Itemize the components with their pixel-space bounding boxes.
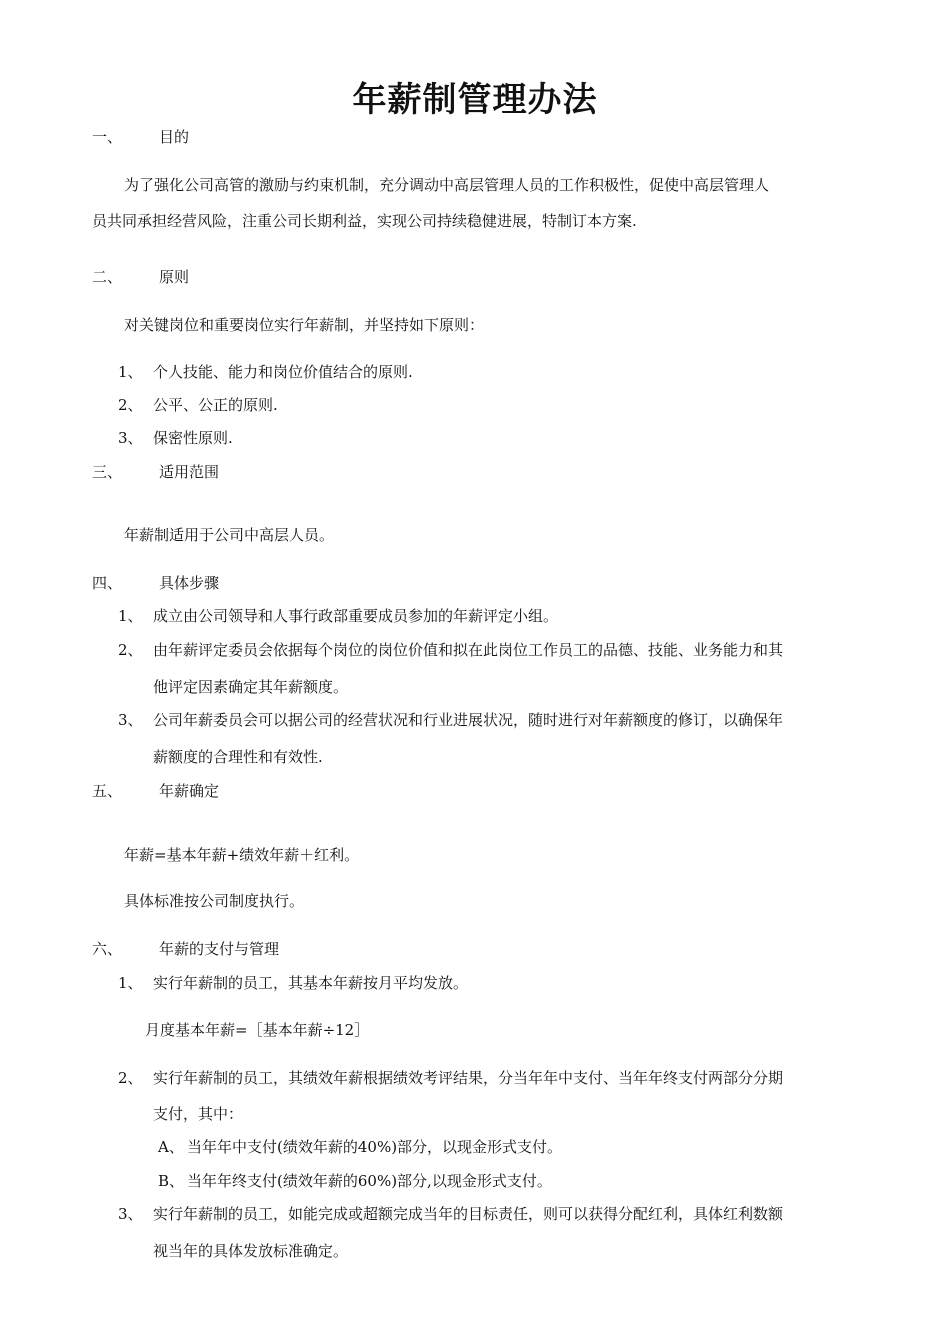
list-item-text: 实行年薪制的员工，如能完成或超额完成当年的目标责任，则可以获得分配红利，具体红利数额 <box>153 1205 784 1223</box>
section-6-heading: 年薪的支付与管理 <box>159 940 280 958</box>
list-item-text: 保密性原则. <box>153 429 233 447</box>
list-item-number: 1、 <box>118 363 143 381</box>
section-2-heading: 原则 <box>159 268 190 286</box>
list-item-text: 成立由公司领导和人事行政部重要成员参加的年薪评定小组。 <box>153 607 559 625</box>
section-2-number: 二、 <box>92 268 123 286</box>
list-item-text-continued: 支付，其中： <box>153 1105 244 1123</box>
list-item-text-continued: 视当年的具体发放标准确定。 <box>153 1242 349 1260</box>
section-4-heading: 具体步骤 <box>159 574 220 592</box>
list-item-text: 实行年薪制的员工，其基本年薪按月平均发放。 <box>153 974 469 992</box>
sub-item-text: 当年年中支付(绩效年薪的40%)部分，以现金形式支付。 <box>187 1138 563 1156</box>
section-4-number: 四、 <box>92 574 123 592</box>
section-1-paragraph-line-1: 为了强化公司高管的激励与约束机制，充分调动中高层管理人员的工作积极性，促使中高层管理人 <box>124 176 770 194</box>
list-item-text-continued: 他评定因素确定其年薪额度。 <box>153 678 349 696</box>
sub-item-text: 当年年终支付(绩效年薪的60%)部分,以现金形式支付。 <box>187 1172 552 1190</box>
section-3-number: 三、 <box>92 463 123 481</box>
list-item-text-continued: 薪额度的合理性和有效性. <box>153 748 323 766</box>
page-title: 年薪制管理办法 <box>352 80 598 120</box>
list-item-text: 公司年薪委员会可以据公司的经营状况和行业进展状况，随时进行对年薪额度的修订，以确保年 <box>153 711 784 729</box>
list-item-number: 2、 <box>118 396 143 414</box>
list-item-number: 2、 <box>118 641 143 659</box>
sub-item-letter: A、 <box>158 1138 184 1156</box>
list-item-number: 3、 <box>118 429 143 447</box>
section-1-heading: 目的 <box>159 128 190 146</box>
list-item-number: 3、 <box>118 1205 143 1223</box>
section-3-heading: 适用范围 <box>159 463 220 481</box>
section-3-paragraph: 年薪制适用于公司中高层人员。 <box>124 526 335 544</box>
section-2-intro: 对关键岗位和重要岗位实行年薪制，并坚持如下原则： <box>124 316 485 334</box>
monthly-salary-formula: 月度基本年薪=［基本年薪÷12］ <box>145 1021 370 1039</box>
sub-item-letter: B、 <box>158 1172 185 1190</box>
list-item-number: 2、 <box>118 1069 143 1087</box>
list-item-text: 公平、公正的原则. <box>153 396 278 414</box>
list-item-number: 1、 <box>118 974 143 992</box>
list-item-text: 个人技能、能力和岗位价值结合的原则. <box>153 363 413 381</box>
section-6-number: 六、 <box>92 940 123 958</box>
section-5-number: 五、 <box>92 782 123 800</box>
salary-formula: 年薪=基本年薪+绩效年薪＋红利。 <box>124 846 360 864</box>
list-item-number: 3、 <box>118 711 143 729</box>
section-5-heading: 年薪确定 <box>159 782 220 800</box>
list-item-text: 由年薪评定委员会依据每个岗位的岗位价值和拟在此岗位工作员工的品德、技能、业务能力和其 <box>153 641 784 659</box>
section-5-paragraph: 具体标准按公司制度执行。 <box>124 892 305 910</box>
list-item-text: 实行年薪制的员工，其绩效年薪根据绩效考评结果，分当年年中支付、当年年终支付两部分分期 <box>153 1069 784 1087</box>
section-1-paragraph-line-2: 员共同承担经营风险，注重公司长期利益，实现公司持续稳健进展，特制订本方案. <box>92 212 637 230</box>
list-item-number: 1、 <box>118 607 143 625</box>
section-1-number: 一、 <box>92 128 123 146</box>
